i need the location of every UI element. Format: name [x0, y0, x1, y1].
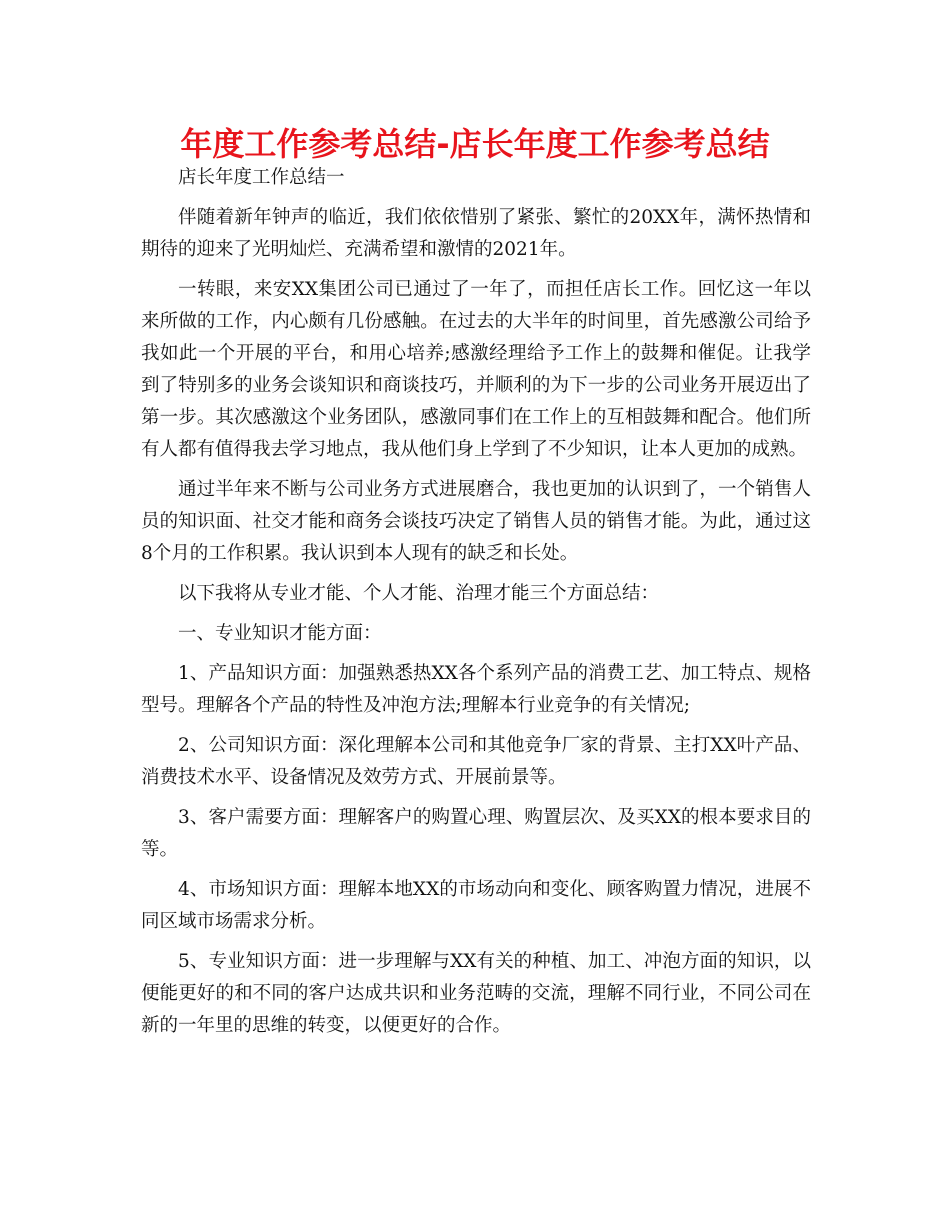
- list-item: 1、产品知识方面：加强熟悉热XX各个系列产品的消费工艺、加工特点、规格型号。理解各个产品的特性及冲泡方法;理解本行业竞争的有关情况;: [141, 663, 811, 716]
- list-item: 4、市场知识方面：理解本地XX的市场动向和变化、顾客购置力情况，进展不同区域市场需求分析。: [141, 879, 811, 932]
- subsection-heading: 一、专业知识才能方面：: [178, 623, 382, 644]
- section-heading: 店长年度工作总结一: [178, 167, 345, 188]
- list-item: 2、公司知识方面：深化理解本公司和其他竞争厂家的背景、主打XX叶产品、消费技术水平、设备情况及效劳方式、开展前景等。: [141, 735, 811, 788]
- document-title: 年度工作参考总结-店长年度工作参考总结: [180, 125, 770, 163]
- paragraph: 一转眼，来安XX集团公司已通过了一年了，而担任店长工作。回忆这一年以来所做的工作，内心颇有几份感触。在过去的大半年的时间里，首先感激公司给予我如此一个开展的平台，和用心培养;感激经理给予工作上的鼓舞和催促。让我学到了特别多的业务会谈知识和商谈技巧，并顺利的为下一步的公司业务开展迈出了第一步。其次感激这个业务团队，感激同事们在工作上的互相鼓舞和配合。他们所有人都有值得我去学习地点，我从他们身上学到了不少知识，让本人更加的成熟。: [141, 279, 811, 460]
- document-body: [141, 162, 811, 1050]
- paragraph: 伴随着新年钟声的临近，我们依依惜别了紧张、繁忙的20XX年，满怀热情和期待的迎来了光明灿烂、充满希望和激情的2021年。: [141, 207, 811, 260]
- paragraph: 以下我将从专业才能、个人才能、治理才能三个方面总结：: [178, 583, 660, 604]
- list-item: 3、客户需要方面：理解客户的购置心理、购置层次、及买XX的根本要求目的等。: [141, 807, 811, 860]
- paragraph: 通过半年来不断与公司业务方式进展磨合，我也更加的认识到了，一个销售人员的知识面、社交才能和商务会谈技巧决定了销售人员的销售才能。为此，通过这8个月的工作积累。我认识到本人现有的缺乏和长处。: [141, 479, 811, 564]
- list-item: 5、专业知识方面：进一步理解与XX有关的种植、加工、冲泡方面的知识，以便能更好的和不同的客户达成共识和业务范畴的交流，理解不同行业，不同公司在新的一年里的思维的转变，以便更好的合作。: [141, 951, 811, 1036]
